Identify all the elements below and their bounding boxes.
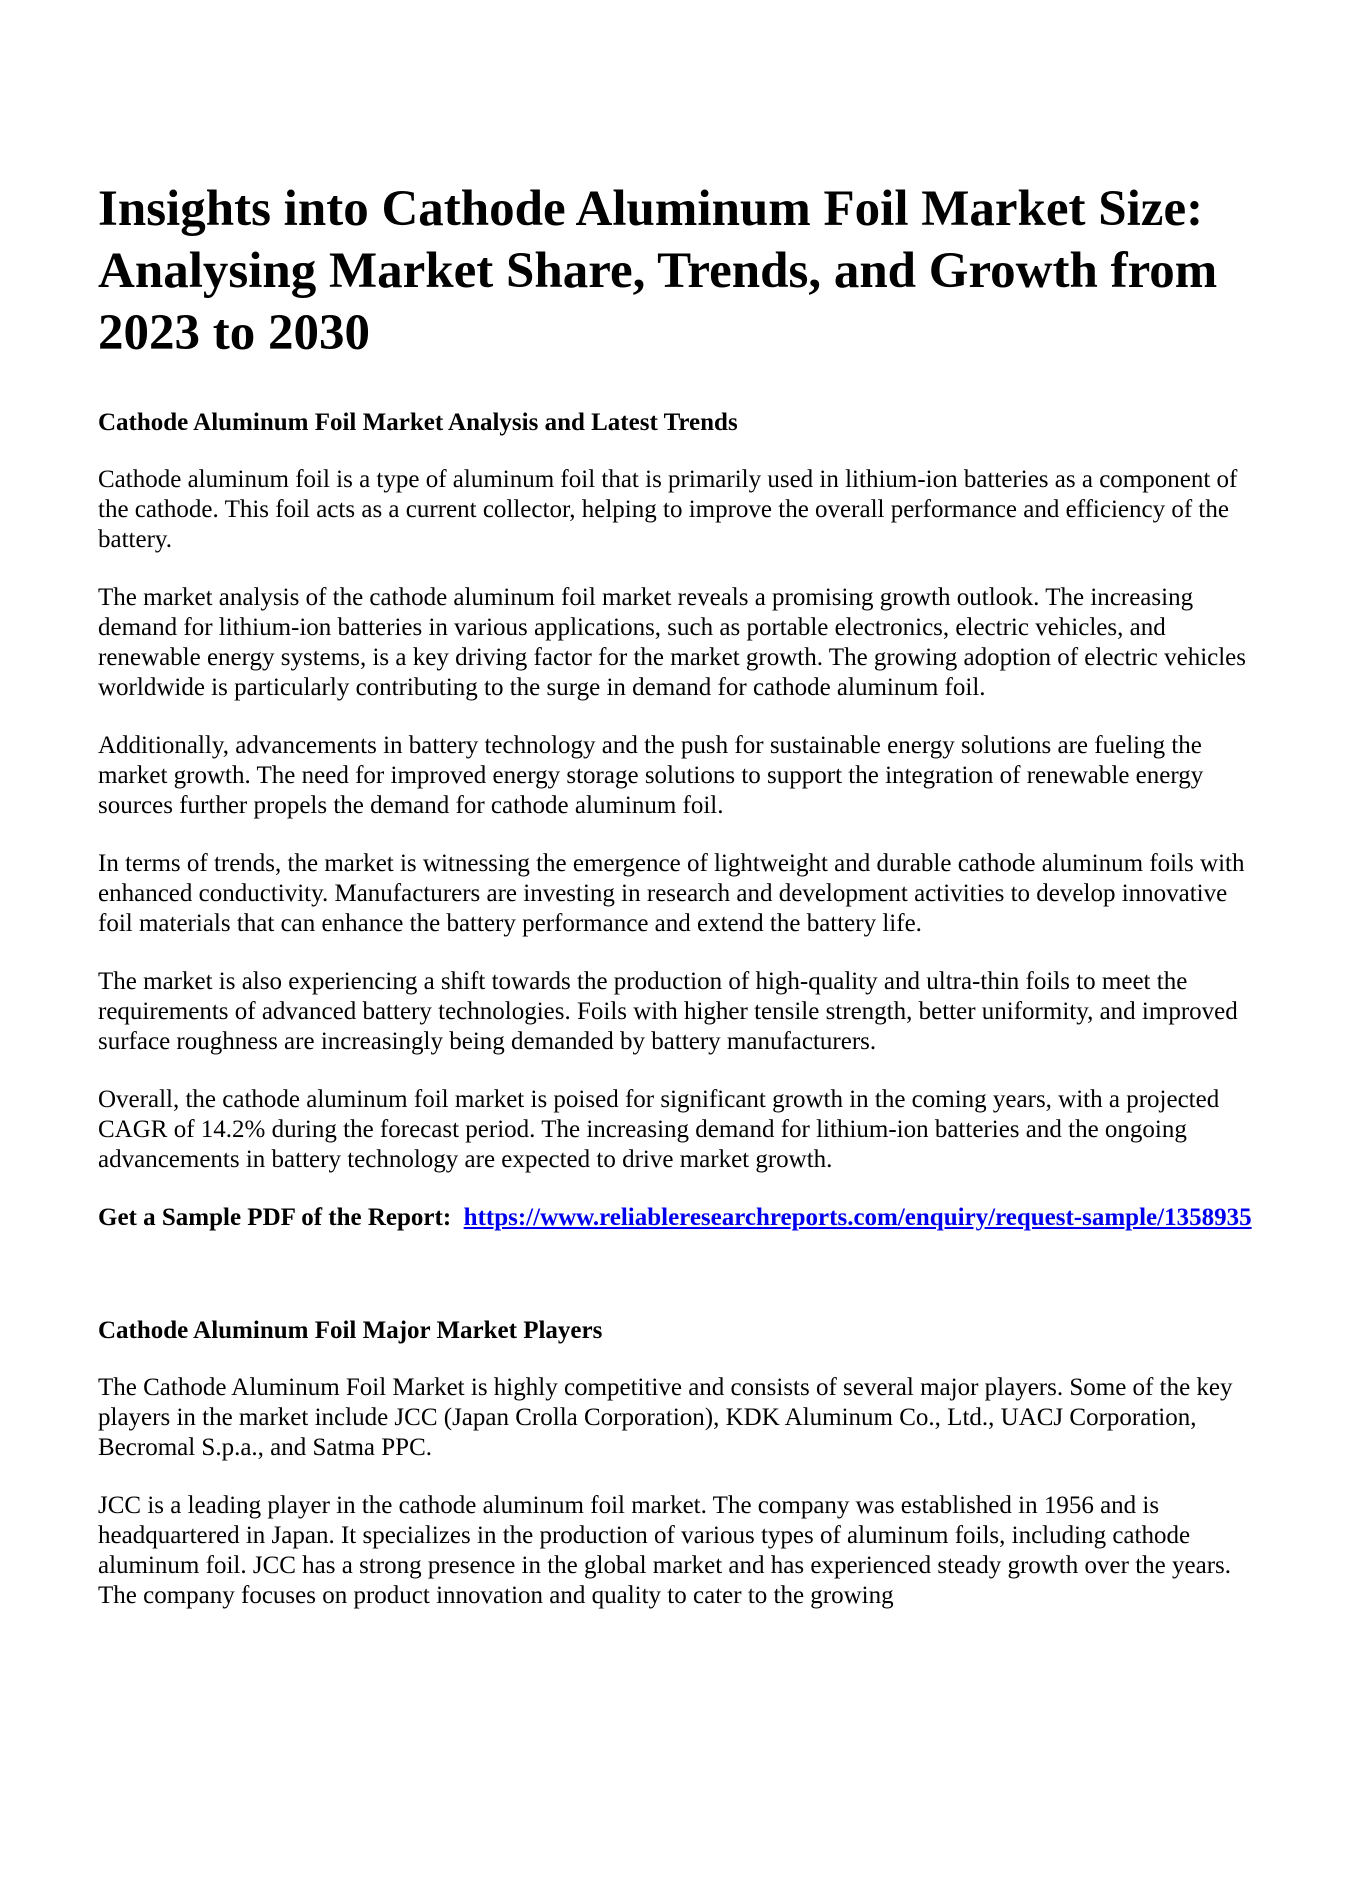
cta-spacer [451, 1204, 464, 1231]
paragraph: Overall, the cathode aluminum foil market is poised for significant growth in the coming years, with a projected CAGR of 14.2% during the forecast period. The increasing demand for lithium-ion batteries and the ongoing advancements in battery technology are expected to drive market growth. [98, 1086, 1220, 1173]
section-heading: Cathode Aluminum Foil Market Analysis and Latest Trends [98, 409, 738, 436]
section-market-players [98, 1316, 1266, 1611]
paragraph: The Cathode Aluminum Foil Market is highly competitive and consists of several major players. Some of the key players in the market include JCC (Japan Crolla Corporation), KDK Aluminum Co., Ltd., UACJ Corporation, Becromal S.p.a., and Satma PPC. [98, 1374, 1233, 1461]
section-heading: Cathode Aluminum Foil Major Market Players [98, 1317, 603, 1344]
paragraph: Cathode aluminum foil is a type of aluminum foil that is primarily used in lithium-ion batteries as a component of the cathode. This foil acts as a current collector, helping to improve the overall performance and efficiency of the battery. [98, 466, 1238, 553]
paragraph: The market is also experiencing a shift towards the production of high-quality and ultra-thin foils to meet the requirements of advanced battery technologies. Foils with higher tensile strength, better uniformity, and improved surface roughness are increasingly being demanded by battery manufacturers. [98, 968, 1238, 1055]
paragraph: JCC is a leading player in the cathode aluminum foil market. The company was established in 1956 and is headquartered in Japan. It specializes in the production of various types of aluminum foils, including cathode aluminum foil. JCC has a strong presence in the global market and has experienced steady growth over the years. The company focuses on product innovation and quality to cater to the growing [98, 1492, 1231, 1609]
paragraph: Additionally, advancements in battery technology and the push for sustainable energy solutions are fueling the market growth. The need for improved energy storage solutions to support the integration of renewable energy sources further propels the demand for cathode aluminum foil. [98, 732, 1204, 819]
section-market-analysis [98, 408, 1266, 1233]
paragraph: In terms of trends, the market is witnessing the emergence of lightweight and durable cathode aluminum foils with enhanced conductivity. Manufacturers are investing in research and development activities to develop innovative foil materials that can enhance the battery performance and extend the battery life. [98, 850, 1245, 937]
cta-label: Get a Sample PDF of the Report: [98, 1204, 452, 1231]
document-page [98, 178, 1266, 1639]
paragraph: The market analysis of the cathode aluminum foil market reveals a promising growth outlook. The increasing demand for lithium-ion batteries in various applications, such as portable electronics, electric vehicles, and renewable energy systems, is a key driving factor for the market growth. The growing adoption of electric vehicles worldwide is particularly contributing to the surge in demand for cathode aluminum foil. [98, 584, 1247, 701]
sample-pdf-cta [98, 1203, 1266, 1233]
page-title: Insights into Cathode Aluminum Foil Market Size: Analysing Market Share, Trends, and Growth from 2023 to 2030 [98, 181, 1218, 361]
sample-report-link[interactable]: https://www.reliableresearchreports.com/enquiry/request-sample/1358935 [463, 1204, 1252, 1231]
